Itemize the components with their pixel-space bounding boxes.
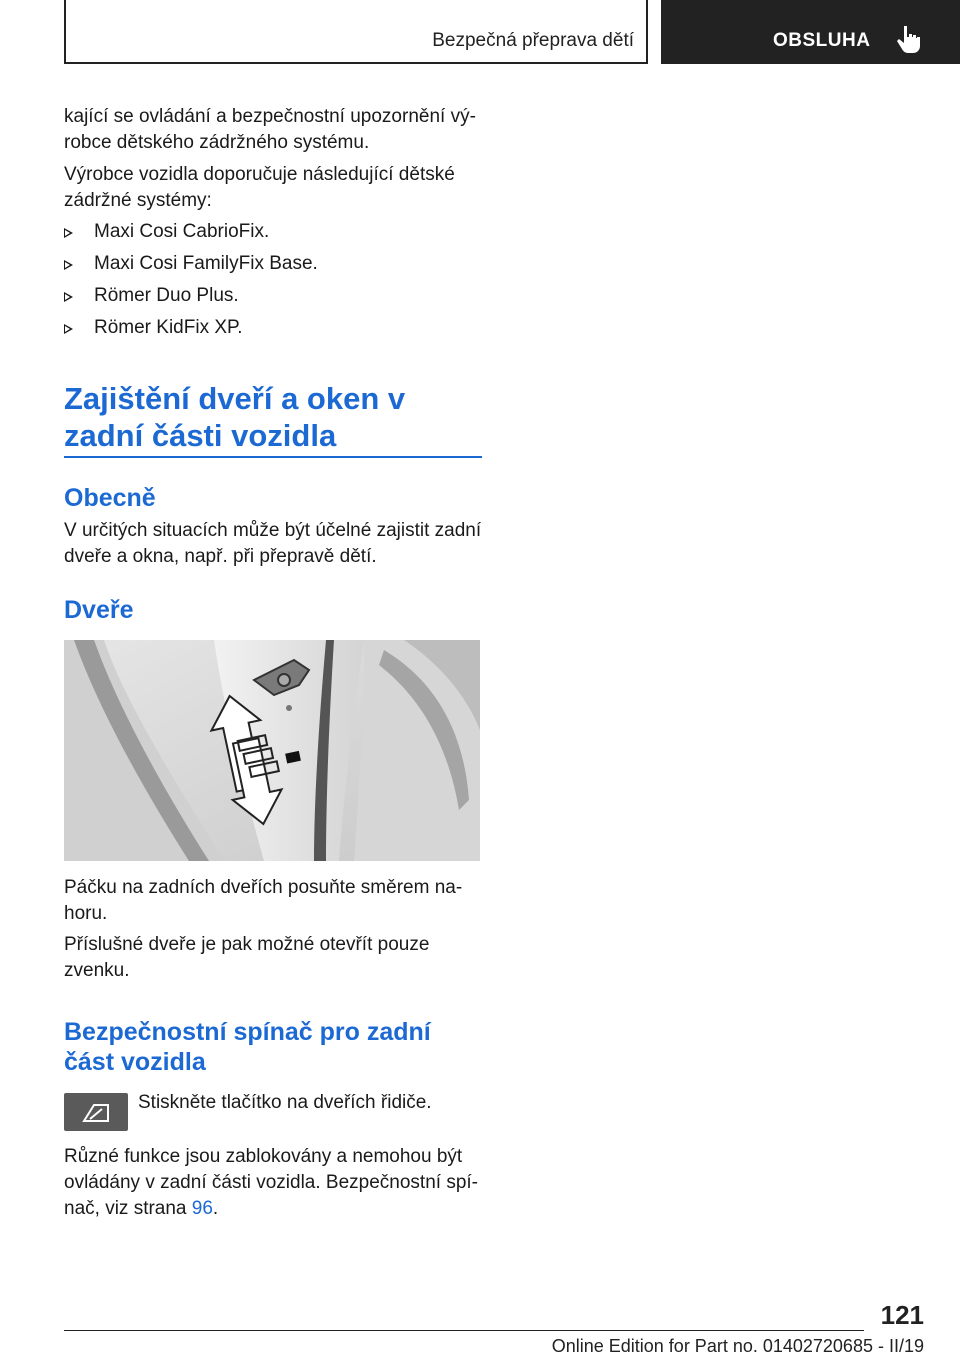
safety-switch-text — [64, 1144, 482, 1222]
safety-switch-text-body: Různé funkce jsou zablokovány a nemohou být ovládány v zadní části vozidla. Bezpečnostní spí-nač, viz strana — [64, 1146, 479, 1219]
footer-rule — [64, 1330, 864, 1331]
list-item-label: Römer KidFix XP. — [94, 317, 243, 338]
header-section-title: Bezpečná přeprava dětí — [432, 30, 634, 51]
general-text: V určitých situacích může být účelné zajistit zadní dveře a okna, např. při přepravě dětí. — [64, 520, 482, 567]
doors-text-1: Páčku na zadních dveřích posuňte směrem na-horu. — [64, 877, 463, 924]
doors-heading: Dveře — [64, 596, 134, 624]
header-tab-label: OBSLUHA — [773, 30, 871, 51]
list-item-label: Maxi Cosi FamilyFix Base. — [94, 253, 318, 274]
bullet-triangle-icon — [64, 260, 73, 270]
pointing-hand-icon — [895, 24, 921, 54]
edition-note: Online Edition for Part no. 01402720685 - II/19 — [551, 1336, 924, 1356]
section-title-line-2: zadní části vozidla — [64, 418, 337, 453]
safety-switch-heading-line-1: Bezpečnostní spínač pro zadní — [64, 1018, 431, 1046]
window-lock-icon — [64, 1093, 128, 1131]
safety-switch-text-end: . — [212, 1198, 219, 1219]
header-section-box — [64, 0, 648, 64]
section-title-line-1: Zajištění dveří a oken v — [64, 381, 406, 416]
intro-paragraph-1: kající se ovládání a bezpečnostní upozornění vý-robce dětského zádržného systému. — [64, 106, 476, 153]
bullet-triangle-icon — [64, 292, 73, 302]
bullet-triangle-icon — [64, 324, 73, 334]
door-lever-illustration — [64, 640, 480, 861]
bullet-triangle-icon — [64, 228, 73, 238]
intro-paragraph-2: Výrobce vozidla doporučuje následující dětské zádržné systémy: — [64, 164, 455, 211]
list-item-label: Römer Duo Plus. — [94, 285, 239, 306]
doors-text-2: Příslušné dveře je pak možné otevřít pouze zvenku. — [64, 934, 430, 981]
safety-switch-instruction: Stiskněte tlačítko na dveřích řidiče. — [138, 1092, 432, 1113]
header-tab[interactable] — [661, 0, 960, 64]
general-heading: Obecně — [64, 484, 156, 512]
page-number: 121 — [880, 1300, 924, 1330]
window-lock-button — [64, 1093, 128, 1131]
list-item-label: Maxi Cosi CabrioFix. — [94, 221, 270, 242]
section-title-rule — [64, 456, 482, 458]
safety-switch-heading-line-2: část vozidla — [64, 1048, 206, 1076]
page-link[interactable]: 96 — [191, 1198, 213, 1219]
